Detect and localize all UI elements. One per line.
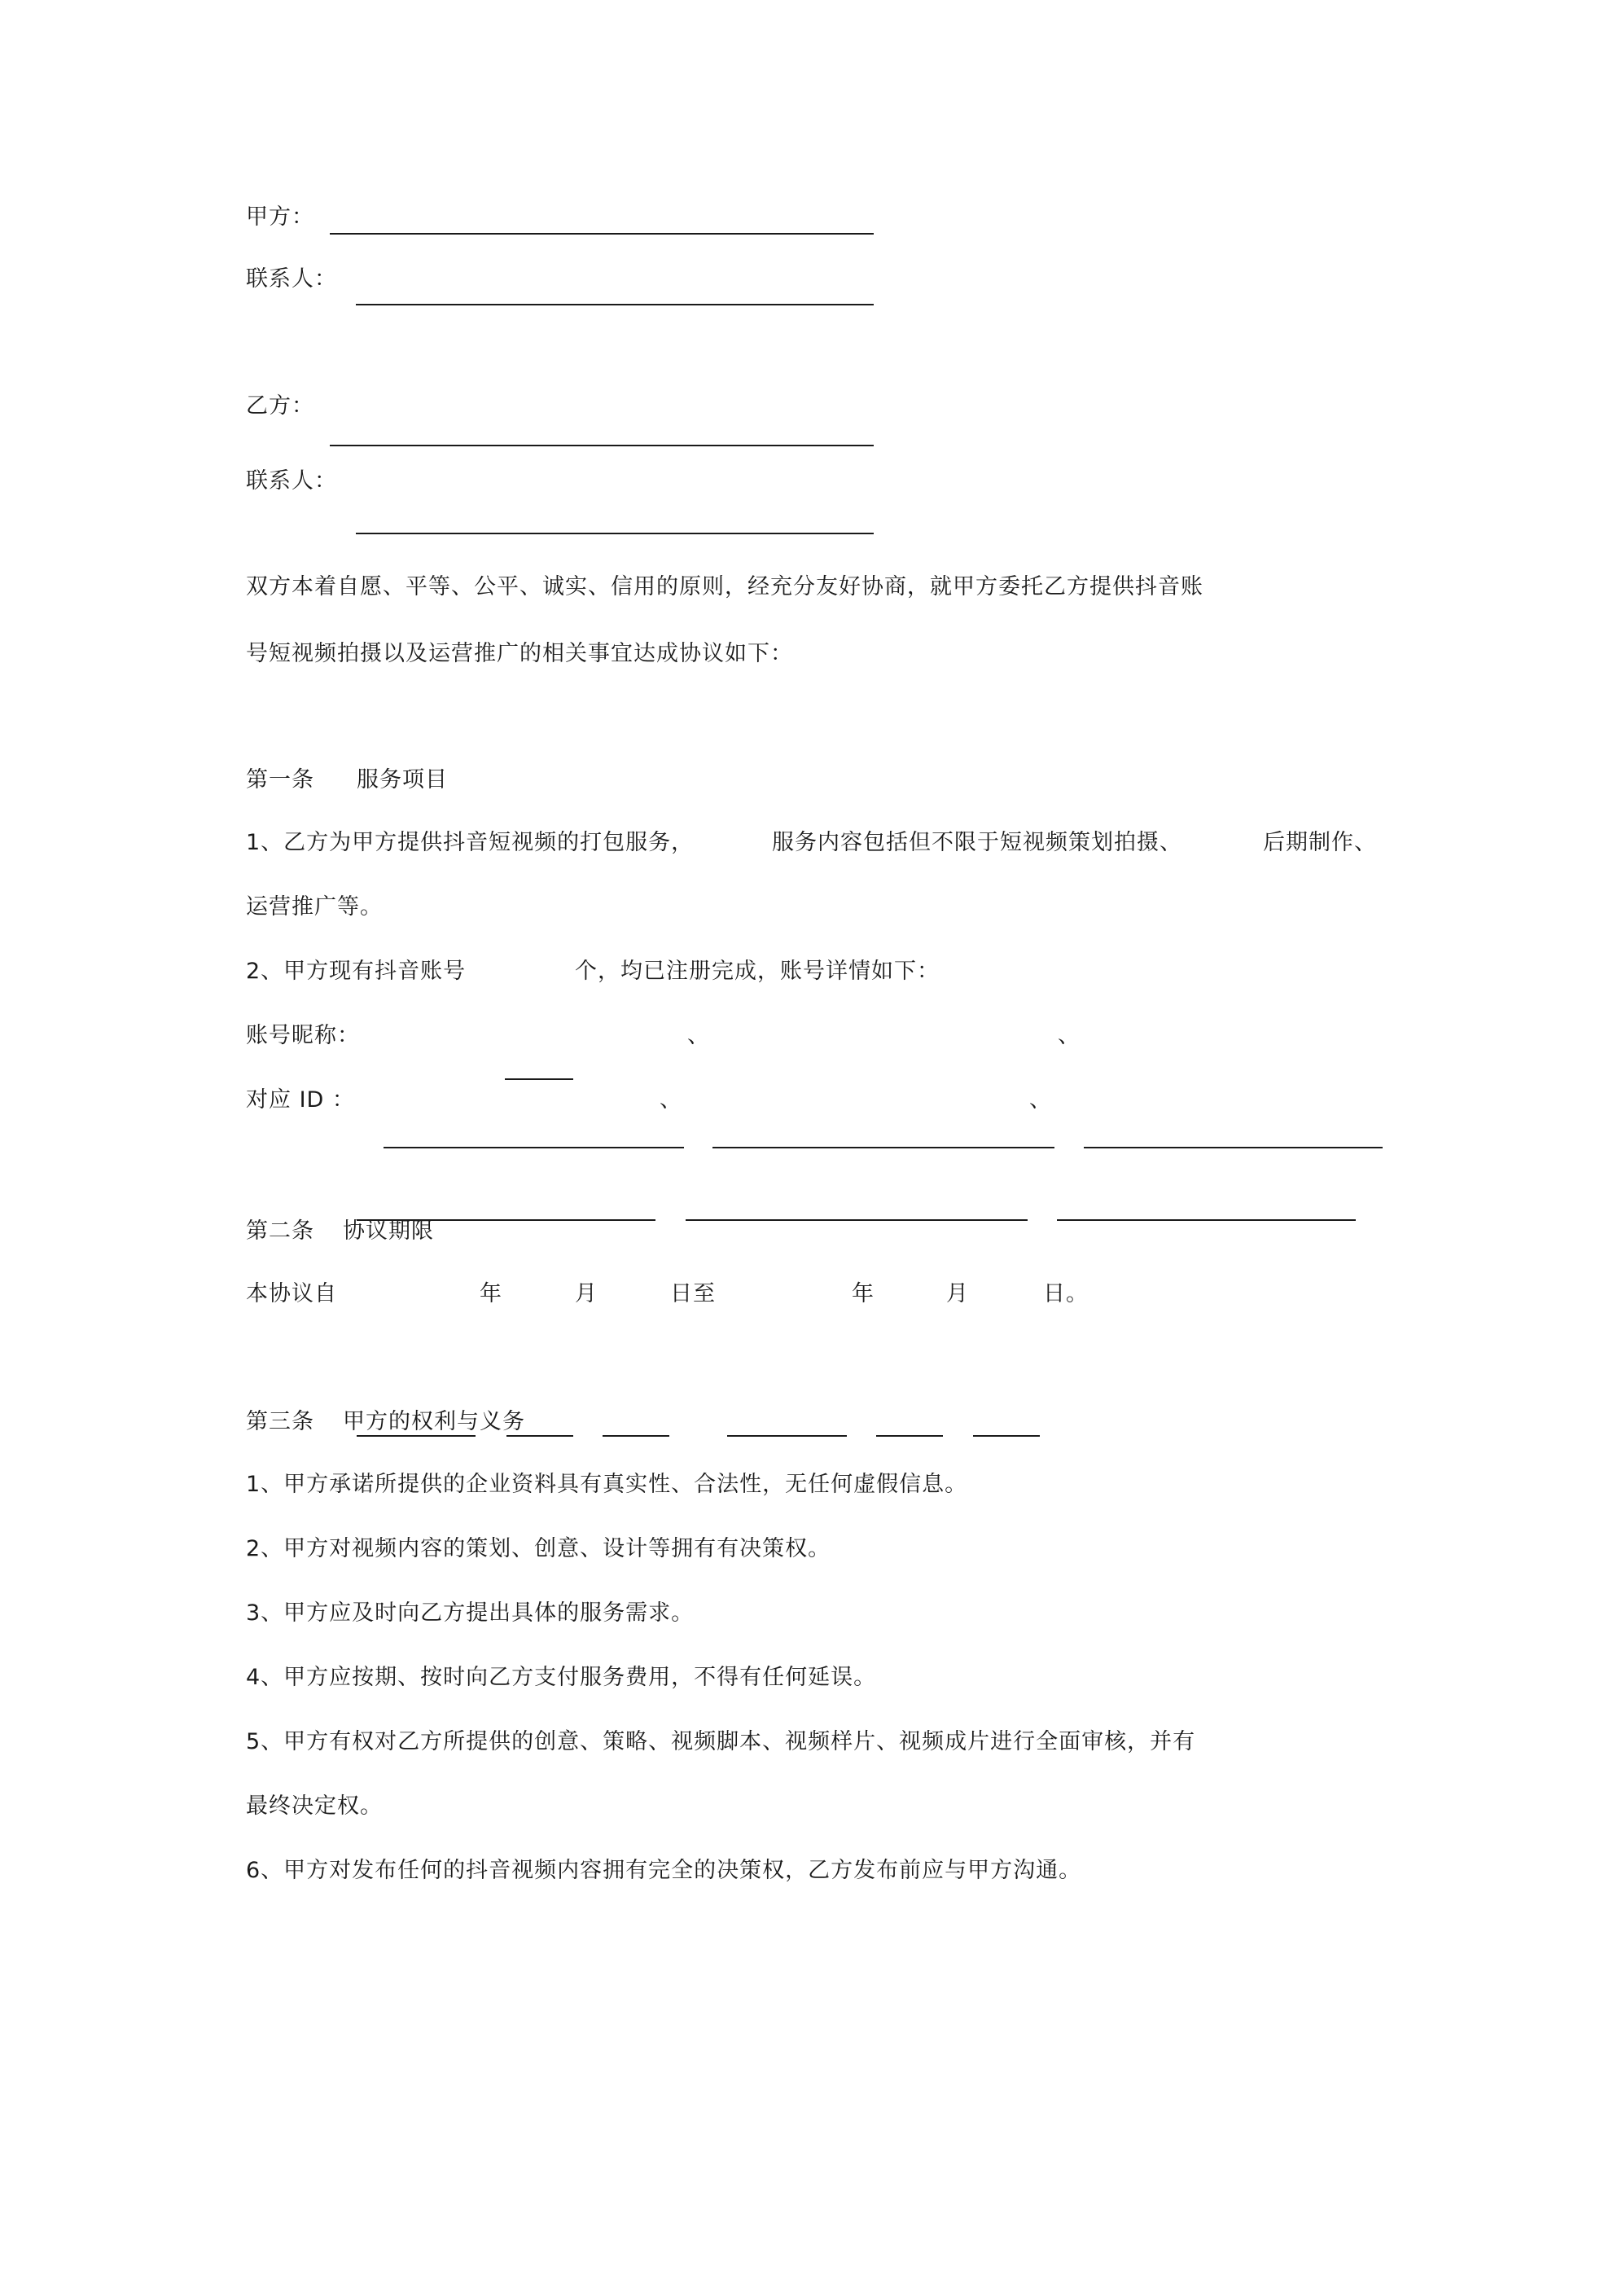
nickname-field-3[interactable] (1084, 1147, 1383, 1148)
article1-item1-part-d: 运营推广等。 (246, 894, 383, 920)
article2-heading-number: 第二条 (246, 1218, 314, 1244)
account-id-separator-2: 、 (1029, 1087, 1052, 1113)
party-a-label: 甲方： (246, 204, 314, 230)
party-a-name-field[interactable] (330, 233, 874, 235)
party-a-contact-field[interactable] (356, 304, 874, 305)
term-start-day-label: 日至 (670, 1281, 716, 1306)
party-b-contact-label: 联系人： (246, 468, 337, 494)
term-start-month-field[interactable] (506, 1435, 573, 1437)
term-end-day-label: 日。 (1043, 1281, 1089, 1306)
nickname-field-2[interactable] (712, 1147, 1054, 1148)
article3-item-4: 4、甲方应按期、按时向乙方支付服务费用，不得有任何延误。 (246, 1665, 877, 1690)
party-b-name-field[interactable] (330, 445, 874, 446)
article1-heading-title: 服务项目 (357, 767, 448, 792)
article1-item1-part-c: 后期制作、 (1263, 830, 1377, 855)
nickname-separator-2: 、 (1058, 1023, 1081, 1048)
article3-item-5: 5、甲方有权对乙方所提供的创意、策略、视频脚本、视频样片、视频成片进行全面审核，并有 (246, 1729, 1196, 1754)
term-start-year-field[interactable] (357, 1435, 476, 1437)
article1-item2-part-b: 个，均已注册完成，账号详情如下： (575, 959, 940, 984)
nickname-separator-1: 、 (687, 1023, 710, 1048)
article3-heading-title: 甲方的权利与义务 (343, 1409, 525, 1434)
account-id-label: 对应 ID ： (246, 1087, 355, 1113)
article3-item-1: 1、甲方承诺所提供的企业资料具有真实性、合法性，无任何虚假信息。 (246, 1472, 968, 1497)
article1-item1-part-b: 服务内容包括但不限于短视频策划拍摄、 (772, 830, 1182, 855)
article3-item-2: 2、甲方对视频内容的策划、创意、设计等拥有有决策权。 (246, 1536, 831, 1561)
article3-heading-number: 第三条 (246, 1409, 314, 1434)
account-id-separator-1: 、 (660, 1087, 682, 1113)
article3-item-5-continued: 最终决定权。 (246, 1793, 383, 1819)
account-count-field[interactable] (505, 1078, 573, 1080)
account-id-field-3[interactable] (1057, 1219, 1356, 1221)
term-start-year-label: 年 (480, 1281, 502, 1306)
article1-heading-number: 第一条 (246, 767, 314, 792)
term-prefix: 本协议自 (246, 1281, 337, 1306)
term-end-day-field[interactable] (973, 1435, 1040, 1437)
party-a-contact-label: 联系人： (246, 266, 337, 292)
intro-line-1: 双方本着自愿、平等、公平、诚实、信用的原则，经充分友好协商，就甲方委托乙方提供抖音账 (246, 574, 1203, 599)
term-start-month-label: 月 (575, 1281, 598, 1306)
article2-heading-title: 协议期限 (343, 1218, 434, 1244)
party-b-contact-field[interactable] (356, 533, 874, 534)
term-start-day-field[interactable] (603, 1435, 669, 1437)
term-end-year-field[interactable] (727, 1435, 847, 1437)
article3-item-6: 6、甲方对发布任何的抖音视频内容拥有完全的决策权，乙方发布前应与甲方沟通。 (246, 1858, 1082, 1883)
account-id-field-2[interactable] (686, 1219, 1028, 1221)
nickname-label: 账号昵称： (246, 1023, 360, 1048)
party-b-label: 乙方： (246, 393, 314, 419)
term-end-year-label: 年 (852, 1281, 875, 1306)
article1-item2-part-a: 2、甲方现有抖音账号 (246, 959, 467, 984)
nickname-field-1[interactable] (384, 1147, 684, 1148)
article1-item1-part-a: 1、乙方为甲方提供抖音短视频的打包服务， (246, 830, 695, 855)
article3-item-3: 3、甲方应及时向乙方提出具体的服务需求。 (246, 1600, 695, 1626)
term-end-month-field[interactable] (876, 1435, 943, 1437)
term-end-month-label: 月 (946, 1281, 969, 1306)
intro-line-2: 号短视频拍摄以及运营推广的相关事宜达成协议如下： (246, 641, 793, 666)
